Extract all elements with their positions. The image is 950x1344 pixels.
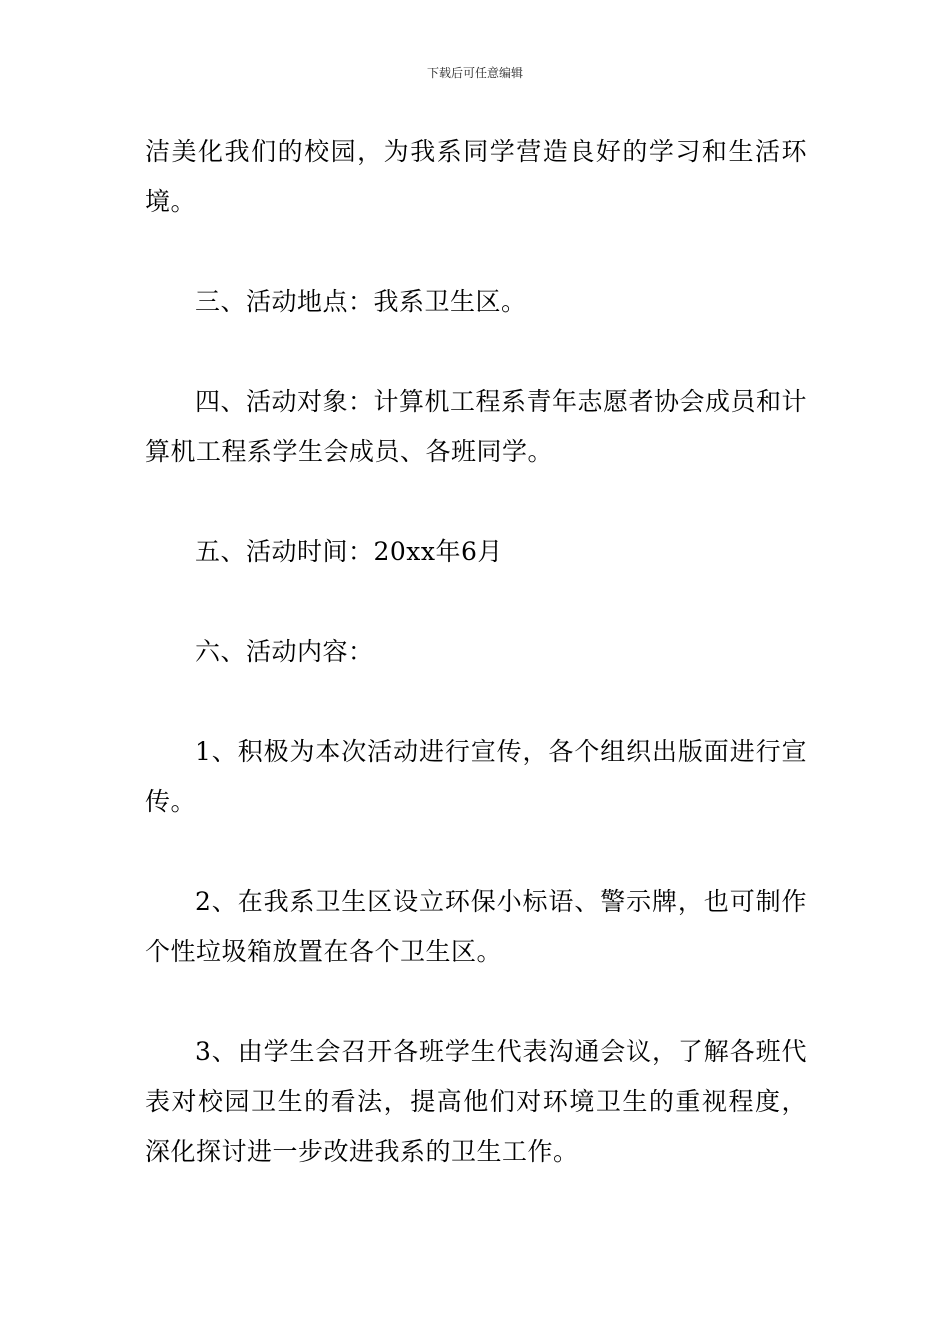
paragraph-participants: 四、活动对象：计算机工程系青年志愿者协会成员和计算机工程系学生会成员、各班同学。 [145,387,808,466]
paragraph-spacer [145,227,807,277]
paragraph-spacer [145,977,807,1027]
paragraph-item-2: 2、在我系卫生区设立环保小标语、警示牌，也可制作个性垃圾箱放置在各个卫生区。 [145,887,807,966]
paragraph-item-3: 3、由学生会召开各班学生代表沟通会议，了解各班代表对校园卫生的看法，提高他们对环境卫生的重视程度，深化探讨进一步改进我系的卫生工作。 [145,1037,807,1166]
paragraph-spacer [145,477,807,527]
paragraph-location: 三、活动地点：我系卫生区。 [195,287,527,316]
document-body [145,127,807,1177]
paragraph-time: 五、活动时间：20xx年6月 [195,537,503,566]
paragraph-spacer [145,577,807,627]
paragraph-spacer [145,827,807,877]
paragraph-continuation: 洁美化我们的校园，为我系同学营造良好的学习和生活环境。 [145,137,807,216]
paragraph-spacer [145,327,807,377]
paragraph-spacer [145,677,807,727]
page-header-note: 下载后可任意编辑 [426,66,523,80]
paragraph-item-1: 1、积极为本次活动进行宣传，各个组织出版面进行宣传。 [145,737,807,816]
paragraph-content-heading: 六、活动内容： [195,637,374,666]
